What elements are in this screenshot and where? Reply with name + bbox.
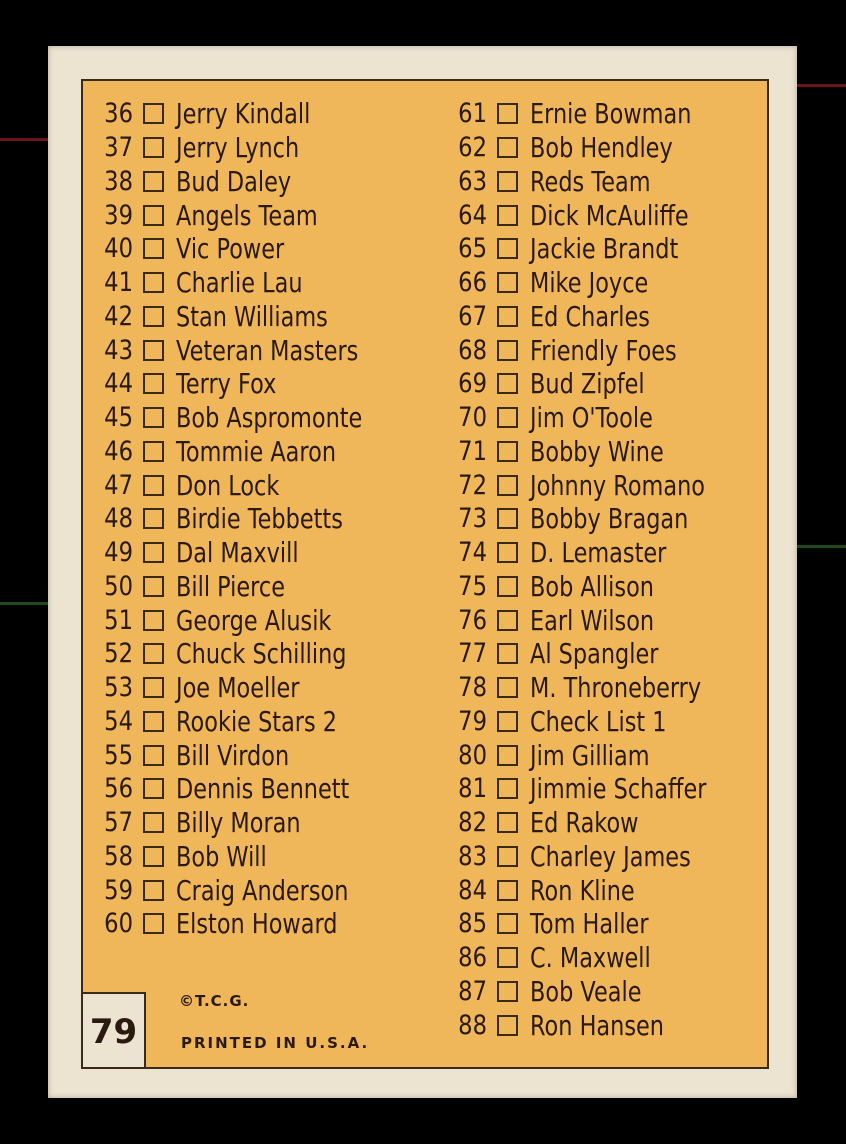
checkbox[interactable] xyxy=(497,475,518,496)
checklist-row xyxy=(449,232,751,266)
checklist-row xyxy=(95,266,409,300)
checkbox[interactable] xyxy=(143,137,164,158)
player-name: Craig Anderson xyxy=(176,873,349,907)
checklist-row xyxy=(449,840,751,874)
checkbox[interactable] xyxy=(497,137,518,158)
player-name: Jerry Lynch xyxy=(176,131,300,165)
printed-in-text: PRINTED IN U.S.A. xyxy=(181,1034,370,1052)
checkbox[interactable] xyxy=(143,643,164,664)
checklist-row xyxy=(449,772,751,806)
card-entry-number: 75 xyxy=(458,570,487,602)
card-entry-number: 45 xyxy=(104,402,133,434)
card-entry-number: 40 xyxy=(104,233,133,265)
checklist-row xyxy=(449,198,751,232)
checklist-right-column xyxy=(449,97,751,1042)
card-entry-number: 43 xyxy=(104,334,133,366)
card-entry-number: 64 xyxy=(458,199,487,231)
checkbox[interactable] xyxy=(143,272,164,293)
card-entry-number: 71 xyxy=(458,435,487,467)
card-entry-number: 59 xyxy=(104,874,133,906)
player-name: Earl Wilson xyxy=(530,603,655,637)
checkbox[interactable] xyxy=(497,407,518,428)
checkbox[interactable] xyxy=(143,846,164,867)
checklist-row xyxy=(95,468,409,502)
checkbox[interactable] xyxy=(497,171,518,192)
card-entry-number: 86 xyxy=(458,942,487,974)
checklist-row xyxy=(95,165,409,199)
checkbox[interactable] xyxy=(497,947,518,968)
player-name: Don Lock xyxy=(176,468,280,502)
checklist-row xyxy=(95,333,409,367)
checkbox[interactable] xyxy=(143,677,164,698)
player-name: Stan Williams xyxy=(176,299,328,333)
card-number: 79 xyxy=(83,992,146,1069)
checkbox[interactable] xyxy=(143,103,164,124)
card-entry-number: 38 xyxy=(104,165,133,197)
card-entry-number: 57 xyxy=(104,807,133,839)
card-entry-number: 50 xyxy=(104,570,133,602)
player-name: Jackie Brandt xyxy=(530,232,679,266)
player-name: Reds Team xyxy=(530,164,651,198)
checklist-row xyxy=(95,637,409,671)
checkbox[interactable] xyxy=(143,238,164,259)
checkbox[interactable] xyxy=(497,677,518,698)
player-name: Rookie Stars 2 xyxy=(176,704,338,738)
checklist-row xyxy=(95,873,409,907)
player-name: Bob Hendley xyxy=(530,131,673,165)
checkbox[interactable] xyxy=(143,373,164,394)
player-name: Bill Virdon xyxy=(176,738,290,772)
card-entry-number: 63 xyxy=(458,165,487,197)
checkbox[interactable] xyxy=(143,542,164,563)
player-name: Bob Veale xyxy=(530,974,642,1008)
card-entry-number: 77 xyxy=(458,638,487,670)
checkbox[interactable] xyxy=(497,778,518,799)
checklist-row xyxy=(95,705,409,739)
card-entry-number: 73 xyxy=(458,503,487,535)
checklist-row xyxy=(449,435,751,469)
checklist-row xyxy=(449,570,751,604)
checklist-row xyxy=(449,401,751,435)
checklist-row xyxy=(449,367,751,401)
player-name: D. Lemaster xyxy=(530,536,667,570)
card-entry-number: 82 xyxy=(458,807,487,839)
player-name: Bud Daley xyxy=(176,164,292,198)
card-entry-number: 70 xyxy=(458,402,487,434)
card-entry-number: 68 xyxy=(458,334,487,366)
player-name: Tom Haller xyxy=(530,907,649,941)
checkbox[interactable] xyxy=(143,441,164,462)
player-name: M. Throneberry xyxy=(530,671,702,705)
card-entry-number: 79 xyxy=(458,705,487,737)
checkbox[interactable] xyxy=(143,407,164,428)
checklist-panel xyxy=(81,79,769,1069)
card-entry-number: 83 xyxy=(458,840,487,872)
checklist-row xyxy=(95,198,409,232)
player-name: Bill Pierce xyxy=(176,569,285,603)
copyright-text: ©T.C.G. xyxy=(179,992,250,1010)
card-entry-number: 55 xyxy=(104,739,133,771)
player-name: Bud Zipfel xyxy=(530,367,645,401)
checklist-row xyxy=(95,131,409,165)
player-name: Jerry Kindall xyxy=(176,97,311,131)
checkbox[interactable] xyxy=(497,880,518,901)
player-name: Chuck Schilling xyxy=(176,637,347,671)
checklist-row xyxy=(449,266,751,300)
card-entry-number: 66 xyxy=(458,267,487,299)
checklist-row xyxy=(95,367,409,401)
checkbox[interactable] xyxy=(497,238,518,259)
card-entry-number: 37 xyxy=(104,132,133,164)
checkbox[interactable] xyxy=(497,205,518,226)
card-entry-number: 46 xyxy=(104,435,133,467)
checkbox[interactable] xyxy=(497,981,518,1002)
checkbox[interactable] xyxy=(497,103,518,124)
player-name: Dick McAuliffe xyxy=(530,198,689,232)
card-entry-number: 88 xyxy=(458,1009,487,1041)
checkbox[interactable] xyxy=(143,913,164,934)
player-name: Veteran Masters xyxy=(176,333,359,367)
card-entry-number: 47 xyxy=(104,469,133,501)
checkbox[interactable] xyxy=(143,475,164,496)
player-name: Angels Team xyxy=(176,198,318,232)
card-entry-number: 67 xyxy=(458,300,487,332)
background-stripe-green-right xyxy=(797,545,846,548)
checklist-row xyxy=(449,468,751,502)
player-name: Bobby Bragan xyxy=(530,502,689,536)
checklist-row xyxy=(95,97,409,131)
checkbox[interactable] xyxy=(143,576,164,597)
card-entry-number: 87 xyxy=(458,975,487,1007)
checklist-row xyxy=(449,603,751,637)
player-name: Dal Maxvill xyxy=(176,536,299,570)
checklist-row xyxy=(449,536,751,570)
checklist-row xyxy=(449,1008,751,1042)
checkbox[interactable] xyxy=(497,272,518,293)
player-name: Bob Will xyxy=(176,839,267,873)
player-name: George Alusik xyxy=(176,603,332,637)
checklist-row xyxy=(95,772,409,806)
player-name: Vic Power xyxy=(176,232,285,266)
checkbox[interactable] xyxy=(497,576,518,597)
card-entry-number: 52 xyxy=(104,638,133,670)
player-name: Charley James xyxy=(530,839,691,873)
checklist-row xyxy=(95,738,409,772)
checkbox[interactable] xyxy=(497,846,518,867)
checklist-row xyxy=(449,907,751,941)
player-name: Ed Rakow xyxy=(530,806,639,840)
player-name: Jim O'Toole xyxy=(530,401,653,435)
checklist-row xyxy=(95,907,409,941)
checklist-row xyxy=(449,165,751,199)
card-entry-number: 39 xyxy=(104,199,133,231)
player-name: Charlie Lau xyxy=(176,266,303,300)
player-name: Jim Gilliam xyxy=(530,738,650,772)
checklist-row xyxy=(449,300,751,334)
card-entry-number: 69 xyxy=(458,368,487,400)
background-stripe-red xyxy=(0,138,48,141)
checkbox[interactable] xyxy=(497,745,518,766)
player-name: Friendly Foes xyxy=(530,333,677,367)
checklist-left-column xyxy=(95,97,409,941)
card-entry-number: 61 xyxy=(458,98,487,130)
card-entry-number: 72 xyxy=(458,469,487,501)
checklist-row xyxy=(449,502,751,536)
checklist-row xyxy=(449,738,751,772)
card-entry-number: 44 xyxy=(104,368,133,400)
checkbox[interactable] xyxy=(143,610,164,631)
checklist-row xyxy=(95,536,409,570)
checkbox[interactable] xyxy=(497,913,518,934)
checklist-row xyxy=(95,232,409,266)
checklist-row xyxy=(449,705,751,739)
player-name: Johnny Romano xyxy=(530,468,705,502)
card-entry-number: 36 xyxy=(104,98,133,130)
checkbox[interactable] xyxy=(143,711,164,732)
player-name: Bobby Wine xyxy=(530,434,664,468)
player-name: Tommie Aaron xyxy=(176,434,337,468)
card-entry-number: 58 xyxy=(104,840,133,872)
card-entry-number: 85 xyxy=(458,908,487,940)
card-entry-number: 80 xyxy=(458,739,487,771)
checklist-row xyxy=(449,975,751,1009)
checklist-row xyxy=(449,333,751,367)
background-stripe-red-right xyxy=(797,84,846,87)
player-name: Terry Fox xyxy=(176,367,277,401)
checklist-row xyxy=(95,603,409,637)
checkbox[interactable] xyxy=(143,171,164,192)
card-entry-number: 42 xyxy=(104,300,133,332)
checklist-row xyxy=(449,873,751,907)
card-entry-number: 56 xyxy=(104,773,133,805)
checkbox[interactable] xyxy=(497,1015,518,1036)
checklist-row xyxy=(95,435,409,469)
checklist-row xyxy=(95,570,409,604)
checkbox[interactable] xyxy=(497,812,518,833)
player-name: Ed Charles xyxy=(530,299,650,333)
checkbox[interactable] xyxy=(143,508,164,529)
checklist-row xyxy=(449,97,751,131)
checkbox[interactable] xyxy=(497,610,518,631)
player-name: Ernie Bowman xyxy=(530,97,692,131)
player-name: Dennis Bennett xyxy=(176,772,350,806)
card-entry-number: 41 xyxy=(104,267,133,299)
player-name: Elston Howard xyxy=(176,907,338,941)
checklist-row xyxy=(95,671,409,705)
card-entry-number: 51 xyxy=(104,604,133,636)
card-entry-number: 76 xyxy=(458,604,487,636)
checkbox[interactable] xyxy=(143,812,164,833)
background-stripe-green xyxy=(0,602,48,605)
checklist-row xyxy=(449,131,751,165)
player-name: Bob Aspromonte xyxy=(176,401,363,435)
checkbox[interactable] xyxy=(143,778,164,799)
checklist-row xyxy=(95,840,409,874)
card-entry-number: 65 xyxy=(458,233,487,265)
checkbox[interactable] xyxy=(497,306,518,327)
checkbox[interactable] xyxy=(497,340,518,361)
checkbox[interactable] xyxy=(143,205,164,226)
checklist-row xyxy=(449,806,751,840)
player-name: Billy Moran xyxy=(176,806,301,840)
card-entry-number: 78 xyxy=(458,672,487,704)
checkbox[interactable] xyxy=(143,745,164,766)
player-name: Ron Hansen xyxy=(530,1008,664,1042)
checklist-row xyxy=(95,401,409,435)
checkbox[interactable] xyxy=(143,306,164,327)
checkbox[interactable] xyxy=(497,508,518,529)
checkbox[interactable] xyxy=(497,441,518,462)
card-entry-number: 53 xyxy=(104,672,133,704)
checklist-card xyxy=(48,46,797,1098)
checkbox[interactable] xyxy=(143,340,164,361)
player-name: Ron Kline xyxy=(530,873,635,907)
player-name: C. Maxwell xyxy=(530,941,651,975)
card-entry-number: 84 xyxy=(458,874,487,906)
checkbox[interactable] xyxy=(497,373,518,394)
player-name: Bob Allison xyxy=(530,569,654,603)
player-name: Al Spangler xyxy=(530,637,659,671)
checklist-row xyxy=(95,806,409,840)
player-name: Birdie Tebbetts xyxy=(176,502,343,536)
checklist-row xyxy=(449,941,751,975)
card-entry-number: 54 xyxy=(104,705,133,737)
card-entry-number: 48 xyxy=(104,503,133,535)
checkbox[interactable] xyxy=(497,542,518,563)
player-name: Mike Joyce xyxy=(530,266,649,300)
checklist-row xyxy=(449,637,751,671)
card-entry-number: 60 xyxy=(104,908,133,940)
player-name: Jimmie Schaffer xyxy=(530,772,707,806)
checkbox[interactable] xyxy=(143,880,164,901)
checklist-row xyxy=(449,671,751,705)
player-name: Check List 1 xyxy=(530,704,667,738)
card-entry-number: 62 xyxy=(458,132,487,164)
player-name: Joe Moeller xyxy=(176,671,300,705)
card-entry-number: 74 xyxy=(458,537,487,569)
card-entry-number: 81 xyxy=(458,773,487,805)
card-entry-number: 49 xyxy=(104,537,133,569)
checklist-row xyxy=(95,502,409,536)
checkbox[interactable] xyxy=(497,711,518,732)
checkbox[interactable] xyxy=(497,643,518,664)
checklist-row xyxy=(95,300,409,334)
